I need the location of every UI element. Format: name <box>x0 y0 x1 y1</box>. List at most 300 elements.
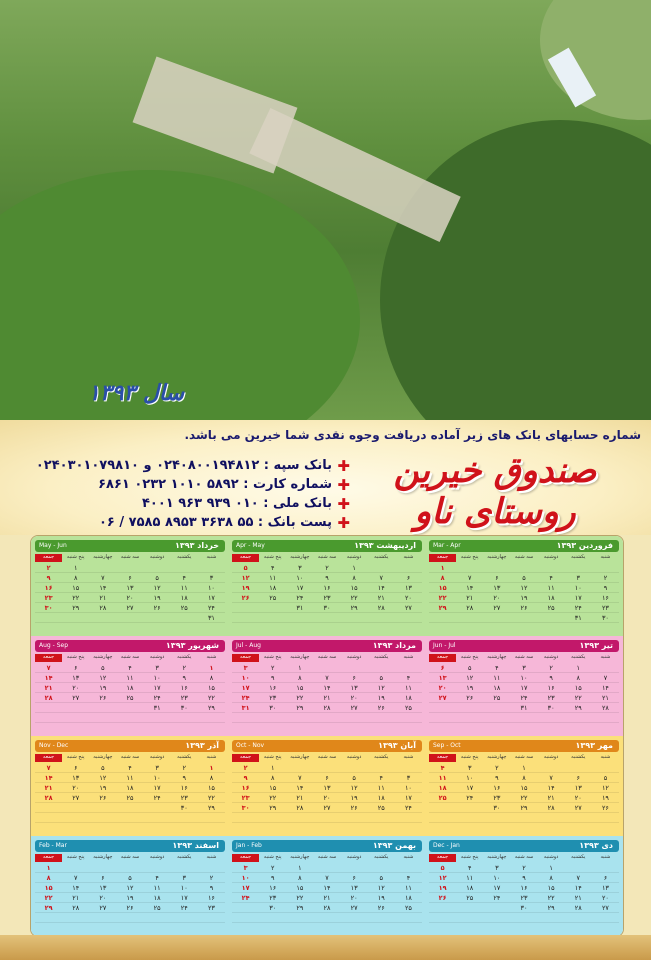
day-cell: ۲۷ <box>395 603 422 613</box>
day-cell: ۹ <box>259 873 286 883</box>
day-cell: ۳۰ <box>538 703 565 713</box>
day-cell: ۲۴ <box>198 603 225 613</box>
weekday-label: پنج شنبه <box>460 554 479 560</box>
day-cell: ۱۵ <box>565 683 592 693</box>
day-cell: ۳ <box>232 863 259 873</box>
weekday-label: جمعه <box>35 554 62 562</box>
account-text: بانک ملی : ۰۱۰ ۹۳۹ ۹۶۳ ۴۰۰۱ <box>141 496 332 511</box>
month-name: مهر ۱۳۹۳ <box>575 741 613 750</box>
day-cell: ۲۲ <box>198 793 225 803</box>
day-cell: ۱۲ <box>429 873 456 883</box>
day-cell: ۱۴ <box>35 773 62 783</box>
day-cell: ۱۵ <box>286 683 313 693</box>
weekday-label: پنج شنبه <box>263 754 282 760</box>
day-cell <box>483 903 510 913</box>
day-cell: ۲۷ <box>313 803 340 813</box>
weekday-row <box>35 754 225 762</box>
plus-icon: ✚ <box>337 494 350 513</box>
weekday-label: چهارشنبه <box>487 654 507 660</box>
day-cell: ۱۰ <box>395 783 422 793</box>
day-cell <box>198 913 225 923</box>
day-cell: ۲۳ <box>198 903 225 913</box>
day-cell <box>313 763 340 773</box>
day-cell: ۱۰ <box>171 883 198 893</box>
day-cell <box>259 813 286 823</box>
weekday-label: سه شنبه <box>120 554 140 560</box>
weekday-label: شنبه <box>403 854 414 860</box>
weekday-label: دوشنبه <box>346 554 362 560</box>
day-cell: ۲۰ <box>341 893 368 903</box>
weekday-row <box>429 554 619 562</box>
day-cell: ۲۱ <box>313 893 340 903</box>
day-cell: ۱۹ <box>368 693 395 703</box>
day-cell: ۲۹ <box>198 703 225 713</box>
day-cell: ۱ <box>198 663 225 673</box>
day-cell: ۸ <box>510 773 537 783</box>
day-cell <box>144 613 171 623</box>
day-cell: ۸ <box>198 673 225 683</box>
day-cell: ۵ <box>510 573 537 583</box>
day-cell: ۴ <box>144 873 171 883</box>
day-cell: ۱۴ <box>456 583 483 593</box>
day-grid <box>35 763 225 823</box>
day-cell <box>144 863 171 873</box>
day-cell: ۱۰ <box>232 873 259 883</box>
day-cell: ۲۶ <box>368 703 395 713</box>
day-cell: ۱۶ <box>171 683 198 693</box>
day-cell: ۲۷ <box>592 903 619 913</box>
weekday-label: یکشنبه <box>571 854 586 860</box>
day-cell <box>171 613 198 623</box>
day-cell: ۱۴ <box>313 883 340 893</box>
day-cell: ۲۸ <box>35 693 62 703</box>
day-cell: ۳۱ <box>198 613 225 623</box>
weekday-label: شنبه <box>403 554 414 560</box>
day-cell: ۲۶ <box>89 793 116 803</box>
day-grid <box>35 663 225 723</box>
day-cell: ۳ <box>510 663 537 673</box>
day-cell: ۷ <box>89 573 116 583</box>
weekday-label: یکشنبه <box>177 554 192 560</box>
day-cell: ۱۹ <box>144 593 171 603</box>
day-cell: ۲۹ <box>259 803 286 813</box>
day-cell: ۱۷ <box>198 593 225 603</box>
weekday-label: جمعه <box>429 854 456 862</box>
day-cell <box>429 913 456 923</box>
day-cell: ۲۹ <box>538 903 565 913</box>
month-name: دی ۱۳۹۳ <box>579 841 613 850</box>
plus-icon: ✚ <box>337 475 350 494</box>
day-cell: ۷ <box>565 873 592 883</box>
day-cell: ۲۵ <box>395 703 422 713</box>
day-cell <box>565 763 592 773</box>
day-cell: ۲۲ <box>286 693 313 703</box>
day-cell: ۴ <box>456 863 483 873</box>
day-cell <box>259 613 286 623</box>
month-name: مرداد ۱۳۹۳ <box>372 641 416 650</box>
day-cell <box>368 813 395 823</box>
day-cell: ۱ <box>510 763 537 773</box>
weekday-label: پنج شنبه <box>66 754 85 760</box>
day-cell: ۱۸ <box>368 793 395 803</box>
day-cell: ۸ <box>565 673 592 683</box>
day-cell: ۳ <box>144 663 171 673</box>
day-cell <box>395 913 422 923</box>
day-cell: ۱ <box>565 663 592 673</box>
day-cell: ۳۱ <box>565 613 592 623</box>
day-cell: ۲۸ <box>89 603 116 613</box>
day-cell: ۲۳ <box>171 693 198 703</box>
day-cell <box>116 613 143 623</box>
month-gregorian-range: Jun - Jul <box>433 642 456 649</box>
day-cell: ۲۸ <box>313 703 340 713</box>
day-cell: ۲۷ <box>483 603 510 613</box>
weekday-row <box>232 654 422 662</box>
day-cell: ۲ <box>232 763 259 773</box>
day-cell: ۱۵ <box>510 783 537 793</box>
day-cell: ۲۲ <box>62 593 89 603</box>
day-cell: ۷ <box>62 873 89 883</box>
day-cell: ۸ <box>286 873 313 883</box>
day-cell: ۲۵ <box>259 593 286 603</box>
weekday-label: چهارشنبه <box>93 654 113 660</box>
month-gregorian-range: Nov - Dec <box>39 742 69 749</box>
day-cell: ۱۲ <box>368 883 395 893</box>
day-cell <box>456 713 483 723</box>
day-cell <box>116 713 143 723</box>
weekday-label: پنج شنبه <box>460 754 479 760</box>
day-cell: ۱۵ <box>286 883 313 893</box>
day-cell: ۹ <box>259 673 286 683</box>
day-cell: ۲۵ <box>456 893 483 903</box>
day-cell <box>232 913 259 923</box>
day-cell: ۲۱ <box>368 593 395 603</box>
day-cell: ۱۱ <box>116 773 143 783</box>
weekday-label: شنبه <box>600 654 611 660</box>
day-cell: ۲۱ <box>538 793 565 803</box>
day-cell <box>313 813 340 823</box>
weekday-row <box>232 854 422 862</box>
day-cell: ۸ <box>35 873 62 883</box>
weekday-label: چهارشنبه <box>93 554 113 560</box>
day-cell: ۵ <box>116 873 143 883</box>
day-cell: ۱۹ <box>429 883 456 893</box>
day-cell: ۱۴ <box>538 783 565 793</box>
day-cell <box>368 763 395 773</box>
calendar-grid <box>30 535 624 937</box>
day-cell: ۱۲ <box>89 773 116 783</box>
day-cell: ۱۲ <box>116 883 143 893</box>
day-cell: ۲۸ <box>456 603 483 613</box>
weekday-label: سه شنبه <box>317 854 337 860</box>
day-cell <box>429 713 456 723</box>
day-cell: ۳۱ <box>510 703 537 713</box>
day-cell: ۶ <box>89 873 116 883</box>
weekday-label: یکشنبه <box>571 554 586 560</box>
day-cell: ۳۰ <box>171 703 198 713</box>
weekday-label: جمعه <box>35 754 62 762</box>
day-cell: ۱۹ <box>592 793 619 803</box>
day-cell: ۱۳ <box>565 783 592 793</box>
day-cell: ۱۱ <box>395 683 422 693</box>
day-cell: ۱۷ <box>565 593 592 603</box>
day-cell <box>368 713 395 723</box>
month-block <box>429 540 619 632</box>
day-cell: ۱۸ <box>538 593 565 603</box>
day-cell: ۱۸ <box>144 893 171 903</box>
day-cell: ۱۵ <box>35 883 62 893</box>
day-cell <box>565 813 592 823</box>
day-cell: ۲۸ <box>592 703 619 713</box>
day-cell: ۲۶ <box>144 603 171 613</box>
fund-header <box>0 420 651 535</box>
day-cell: ۱۸ <box>116 683 143 693</box>
month-header <box>232 840 422 852</box>
day-cell: ۲۰ <box>89 893 116 903</box>
day-cell: ۳ <box>171 873 198 883</box>
day-cell: ۹ <box>538 673 565 683</box>
month-gregorian-range: Feb - Mar <box>39 842 67 849</box>
day-cell: ۸ <box>341 573 368 583</box>
day-cell <box>35 713 62 723</box>
day-cell: ۲۹ <box>286 903 313 913</box>
day-cell <box>116 913 143 923</box>
day-cell: ۸ <box>198 773 225 783</box>
weekday-label: یکشنبه <box>177 754 192 760</box>
day-cell: ۱۴ <box>565 883 592 893</box>
day-cell: ۵ <box>592 773 619 783</box>
hill-right <box>380 120 651 420</box>
weekday-label: دوشنبه <box>543 854 559 860</box>
month-block <box>429 740 619 832</box>
day-cell: ۱۶ <box>259 683 286 693</box>
header-subtitle: شماره حسابهای بانک های زیر آماده دریافت وجوه نقدی شما خیرین می باشد. <box>184 428 641 442</box>
day-cell <box>510 563 537 573</box>
account-line <box>30 494 350 513</box>
day-cell <box>538 813 565 823</box>
day-cell <box>456 803 483 813</box>
day-cell: ۲۶ <box>116 903 143 913</box>
day-cell <box>456 563 483 573</box>
day-cell: ۳ <box>483 863 510 873</box>
month-header <box>429 640 619 652</box>
day-cell: ۱۲ <box>89 673 116 683</box>
day-cell: ۱۲ <box>368 683 395 693</box>
weekday-label: یکشنبه <box>374 554 389 560</box>
day-cell: ۱ <box>341 563 368 573</box>
day-cell: ۳ <box>565 573 592 583</box>
weekday-label: چهارشنبه <box>93 754 113 760</box>
month-block <box>429 640 619 732</box>
weekday-label: یکشنبه <box>374 854 389 860</box>
day-cell: ۲۰ <box>341 693 368 703</box>
day-cell <box>286 613 313 623</box>
day-cell: ۲ <box>313 563 340 573</box>
plus-icon: ✚ <box>337 456 350 475</box>
account-line <box>30 475 350 494</box>
day-cell: ۲۶ <box>232 593 259 603</box>
day-cell: ۸ <box>538 873 565 883</box>
day-cell: ۳۱ <box>286 603 313 613</box>
day-cell: ۲۴ <box>565 603 592 613</box>
day-cell: ۱ <box>259 763 286 773</box>
weekday-label: جمعه <box>35 654 62 662</box>
weekday-label: دوشنبه <box>149 554 165 560</box>
month-gregorian-range: Apr - May <box>236 542 265 549</box>
month-header <box>35 540 225 552</box>
day-cell: ۲۰ <box>429 683 456 693</box>
day-cell: ۱۲ <box>144 583 171 593</box>
day-cell: ۱ <box>62 563 89 573</box>
day-cell: ۲۹ <box>341 603 368 613</box>
day-cell <box>483 813 510 823</box>
day-cell: ۱ <box>198 763 225 773</box>
day-cell: ۲۷ <box>89 903 116 913</box>
day-cell: ۴ <box>538 573 565 583</box>
day-cell: ۲۰ <box>116 593 143 603</box>
season-band <box>31 636 623 736</box>
weekday-label: پنج شنبه <box>460 854 479 860</box>
weekday-label: پنج شنبه <box>66 854 85 860</box>
day-cell <box>429 613 456 623</box>
day-cell <box>89 713 116 723</box>
day-cell: ۱۹ <box>456 683 483 693</box>
day-cell: ۱۶ <box>313 583 340 593</box>
fund-title: صندوق خیرین روستای ناو <box>393 450 597 532</box>
day-cell: ۱۳ <box>429 673 456 683</box>
month-header <box>429 740 619 752</box>
weekday-label: جمعه <box>429 754 456 762</box>
day-cell: ۱۵ <box>198 683 225 693</box>
day-cell: ۱۰ <box>483 873 510 883</box>
day-cell: ۱۰ <box>232 673 259 683</box>
day-grid <box>429 663 619 723</box>
day-cell <box>592 813 619 823</box>
month-header <box>35 740 225 752</box>
day-cell: ۱۷ <box>144 783 171 793</box>
day-cell: ۱۲ <box>456 673 483 683</box>
day-cell: ۶ <box>565 773 592 783</box>
day-cell: ۵ <box>456 663 483 673</box>
day-cell: ۴ <box>368 773 395 783</box>
day-cell <box>62 863 89 873</box>
day-cell <box>565 863 592 873</box>
month-gregorian-range: Sep - Oct <box>433 742 461 749</box>
day-cell: ۳ <box>286 563 313 573</box>
day-grid <box>232 863 422 923</box>
day-cell: ۲۳ <box>232 793 259 803</box>
month-gregorian-range: Aug - Sep <box>39 642 69 649</box>
day-cell <box>313 713 340 723</box>
day-cell: ۲۱ <box>286 793 313 803</box>
day-cell <box>456 813 483 823</box>
weekday-label: پنج شنبه <box>263 554 282 560</box>
day-cell: ۲۸ <box>368 603 395 613</box>
day-cell: ۲۴ <box>232 893 259 903</box>
day-cell: ۱۵ <box>198 783 225 793</box>
weekday-label: یکشنبه <box>374 654 389 660</box>
day-cell: ۳۰ <box>510 903 537 913</box>
weekday-row <box>429 654 619 662</box>
day-cell <box>35 913 62 923</box>
day-cell: ۱۷ <box>171 893 198 903</box>
day-cell: ۲۷ <box>62 793 89 803</box>
day-cell: ۵ <box>429 863 456 873</box>
day-cell <box>198 563 225 573</box>
day-cell <box>429 903 456 913</box>
day-cell: ۲۰ <box>565 793 592 803</box>
day-cell: ۹ <box>198 883 225 893</box>
day-grid <box>429 763 619 823</box>
weekday-label: دوشنبه <box>346 754 362 760</box>
weekday-label: دوشنبه <box>346 854 362 860</box>
day-cell: ۲۶ <box>592 803 619 813</box>
day-cell: ۱۶ <box>483 783 510 793</box>
day-cell: ۱۳ <box>395 583 422 593</box>
day-cell <box>116 563 143 573</box>
day-cell: ۲ <box>483 763 510 773</box>
day-cell: ۱۰ <box>456 773 483 783</box>
month-header <box>35 840 225 852</box>
day-cell <box>198 813 225 823</box>
day-cell <box>286 813 313 823</box>
day-cell: ۱۵ <box>62 583 89 593</box>
weekday-label: جمعه <box>232 654 259 662</box>
bank-accounts <box>30 456 350 532</box>
day-cell: ۲۷ <box>116 603 143 613</box>
weekday-label: جمعه <box>35 854 62 862</box>
day-cell: ۲ <box>35 563 62 573</box>
day-cell <box>341 763 368 773</box>
day-cell: ۱۲ <box>510 583 537 593</box>
month-header <box>232 640 422 652</box>
day-cell <box>368 663 395 673</box>
day-cell: ۲۳ <box>313 593 340 603</box>
day-cell: ۳ <box>395 773 422 783</box>
day-cell <box>171 563 198 573</box>
day-cell <box>144 713 171 723</box>
day-cell: ۱۸ <box>171 593 198 603</box>
day-cell: ۵ <box>89 663 116 673</box>
day-cell <box>62 613 89 623</box>
day-cell: ۱۴ <box>313 683 340 693</box>
season-band <box>31 736 623 836</box>
day-cell: ۱۳ <box>341 683 368 693</box>
day-cell: ۸ <box>62 573 89 583</box>
day-cell <box>89 703 116 713</box>
day-cell <box>456 613 483 623</box>
day-cell: ۱۱ <box>456 873 483 883</box>
day-cell <box>592 863 619 873</box>
day-cell: ۹ <box>313 573 340 583</box>
weekday-label: چهارشنبه <box>487 754 507 760</box>
day-cell: ۹ <box>232 773 259 783</box>
day-cell: ۸ <box>259 773 286 783</box>
year-label: سال ۱۳۹۳ <box>88 380 185 406</box>
day-cell: ۱۵ <box>341 583 368 593</box>
day-cell: ۹ <box>510 873 537 883</box>
day-cell: ۲ <box>171 663 198 673</box>
day-cell <box>565 563 592 573</box>
day-cell <box>565 913 592 923</box>
month-name: اسفند ۱۳۹۳ <box>172 841 219 850</box>
day-cell: ۳۰ <box>483 803 510 813</box>
day-cell: ۶ <box>592 873 619 883</box>
month-name: شهریور ۱۳۹۳ <box>165 641 219 650</box>
day-cell <box>232 613 259 623</box>
month-header <box>232 540 422 552</box>
day-cell <box>368 563 395 573</box>
